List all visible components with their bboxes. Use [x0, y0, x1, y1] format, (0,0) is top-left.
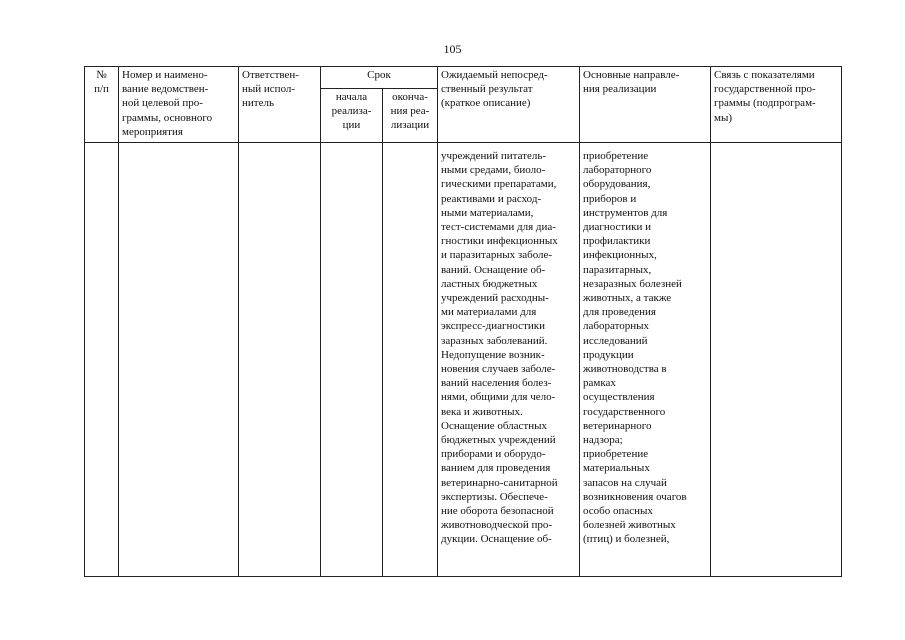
- header-directions: Основные направле- ния реализации: [580, 67, 711, 143]
- cell-program: [119, 143, 239, 577]
- header-row-top: [85, 67, 842, 89]
- cell-directions: приобретение лабораторного оборудования, приборов и инструментов для диагностики и профилактики инфекционных, паразитарных, незаразных болезней животных, а также для проведения лабораторных исследований продукции животноводства в рамках осуществления государственного ветеринарного надзора; приобретение материальных запасов на случай возникновения очагов особо опасных болезней животных (птиц) и болезней,: [580, 143, 711, 577]
- header-program: Номер и наимено- вание ведомствен- ной целевой про- граммы, основного мероприятия: [119, 67, 239, 143]
- header-term: Срок: [321, 67, 438, 89]
- cell-num: [85, 143, 119, 577]
- header-executor: Ответствен- ный испол- нитель: [239, 67, 321, 143]
- page-number: 105: [443, 42, 462, 56]
- header-result: Ожидаемый непосред- ственный результат (краткое описание): [438, 67, 580, 143]
- cell-term-end: [383, 143, 438, 577]
- header-term-start: начала реализа- ции: [321, 89, 383, 143]
- header-term-end: оконча- ния реа- лизации: [383, 89, 438, 143]
- table-row: [85, 143, 842, 577]
- header-num: № п/п: [85, 67, 119, 143]
- program-table: [84, 66, 842, 577]
- cell-result: учреждений питатель- ными средами, биоло- гическими препаратами, реактивами и расход- ными материалами, тест-системами для диа- гностики инфекционных и паразитарных заболе- ваний. Оснащение об- ластных бюджетных учреждений расходны- ми материалами для экспресс-диагностики заразных заболеваний. Недопущение возник- новения случаев заболе- ваний населения болез- нями, общими для чело- века и животных. Оснащение областных бюджетных учреждений приборами и оборудо- ванием для проведения ветеринарно-санитарной экспертизы. Обеспече- ние оборота безопасной животноводческой про- дукции. Оснащение об-: [438, 143, 580, 577]
- cell-term-start: [321, 143, 383, 577]
- cell-executor: [239, 143, 321, 577]
- cell-link: [711, 143, 842, 577]
- header-link: Связь с показателями государственной про- граммы (подпрограм- мы): [711, 67, 842, 143]
